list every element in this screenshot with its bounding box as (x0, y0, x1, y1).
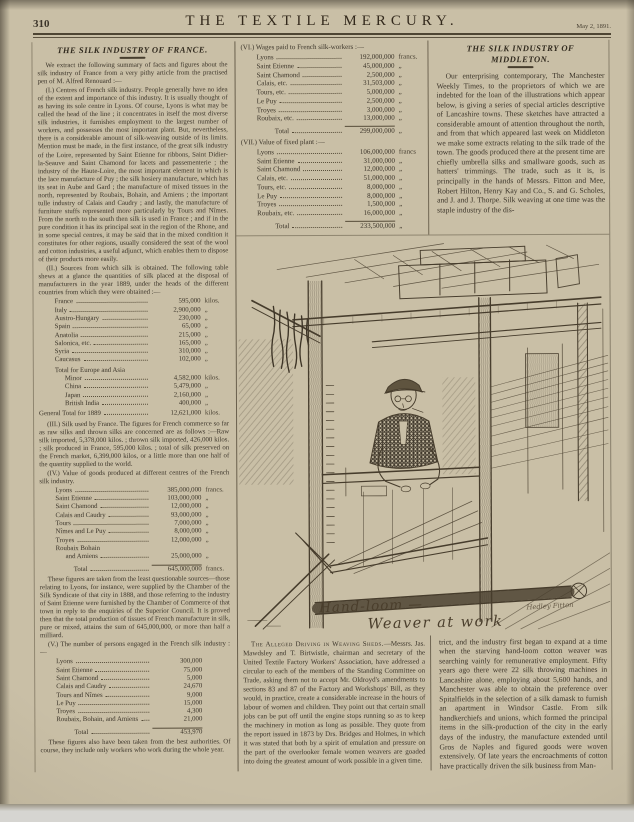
leader-dots (81, 335, 148, 336)
row-label: Saint Etienne (55, 495, 92, 503)
row-unit: „ (398, 156, 403, 165)
leader-dots (95, 499, 149, 500)
row-value: 16,000,000 (363, 208, 396, 217)
row-value: 2,900,000 (173, 306, 201, 314)
row-unit: „ (398, 61, 402, 70)
row-label: British India (64, 399, 100, 408)
row-value: 24,670 (183, 682, 203, 690)
paragraph: We extract the following summary of facts and figures about the silk industry of France from a very pithy article from the practised pen of M. Alfred Renouard :— (37, 61, 228, 86)
row-label: Saint Etienne (256, 156, 295, 165)
leader-dots (106, 695, 150, 696)
table-row (241, 209, 423, 219)
row-unit: „ (398, 78, 402, 87)
row-value: 1,500,000 (367, 199, 396, 209)
row-value: 192,000,000 (359, 52, 395, 61)
paragraph: These figures also have been taken from the best authorities. Of course, they include only workers who work during the whole year. (40, 738, 231, 755)
row-value: 65,000 (181, 322, 201, 330)
paragraph: (IV.) Value of goods produced at different centres of the French silk industry. (39, 469, 230, 486)
caption-line1: Hand-loom — (318, 595, 424, 616)
row-unit: „ (205, 536, 209, 544)
row-value: 21,000 (183, 715, 203, 724)
row-label: Calais and Caudry (55, 511, 106, 519)
leader-dots (96, 670, 150, 671)
row-label: Nîmes and Le Puy (55, 528, 106, 536)
title-divider (119, 57, 145, 59)
leader-dots (291, 179, 342, 180)
leader-dots (84, 387, 148, 388)
row-unit: „ (398, 164, 403, 173)
row-value: 385,000,000 (167, 486, 202, 494)
row-label: Tours and Nîmes (56, 691, 103, 699)
table-total-row: Total 645,000,000 francs. (73, 564, 225, 573)
plant-table (241, 147, 423, 218)
row-value: 310,000 (178, 347, 201, 355)
leader-dots (70, 310, 148, 311)
row-unit: „ (204, 347, 208, 355)
row-value: 15,000 (183, 699, 203, 707)
row-unit: „ (205, 519, 209, 527)
leader-dots (280, 102, 342, 103)
row-value: 13,000,000 (363, 113, 395, 123)
header-rule (33, 33, 611, 38)
table-row (40, 553, 230, 562)
row-value: 230,000 (178, 314, 201, 322)
row-unit: „ (398, 96, 402, 105)
row-unit: „ (204, 339, 208, 347)
row-value: 106,000,000 (359, 147, 395, 156)
row-unit: „ (205, 511, 209, 519)
row-label: Japan (64, 391, 81, 399)
scanner-bed (0, 804, 634, 822)
row-value: 12,000,000 (363, 164, 395, 174)
row-unit: „ (399, 199, 403, 208)
leader-dots (76, 302, 148, 303)
engraving-strokes (238, 242, 610, 629)
row-value: 51,000,000 (363, 173, 396, 182)
leader-dots (77, 540, 148, 541)
row-label: Le Puy (257, 191, 278, 200)
page-number: 310 (33, 18, 50, 30)
paragraph: (III.) Silk used by France. The figures for French commerce so far as raw silks and thrown silks are concerned are as follows :—Raw silk imported, 5,378,000 kilos. ; thrown silk imported, 426,000 kilos. ; silk produced in France, 595,000 kilos. ; total of silk preserved on the French market, 6,399,000 kilos, or a little more than one half of the quantity supplied to the world. (39, 419, 230, 468)
row-unit: „ (204, 391, 208, 399)
row-unit: „ (398, 70, 402, 79)
row-label: Lyons (256, 53, 274, 62)
row-label: Total for Europe and Asia (54, 366, 125, 374)
row-unit: „ (205, 502, 209, 510)
leader-dots (289, 93, 342, 94)
leader-dots (72, 352, 148, 353)
row-value: 400,000 (178, 399, 202, 407)
row-unit: „ (204, 355, 208, 363)
row-label: Le Puy (256, 96, 277, 106)
right-column-bottom (431, 634, 612, 770)
caption-line2: Weaver at work (367, 613, 504, 633)
row-value: 103,000,000 (167, 494, 202, 502)
page-header (33, 8, 611, 30)
values-table (39, 486, 229, 562)
row-label: Roubaix, Bohain, and Amiens (56, 716, 139, 724)
news-item-alleged-driving (243, 639, 426, 766)
handloom-illustration (236, 233, 611, 636)
row-value: 165,000 (178, 339, 201, 347)
row-label: Tours, etc. (257, 182, 287, 192)
row-value: 215,000 (178, 331, 201, 339)
article-title-middleton: THE SILK INDUSTRY OF MIDDLETON. (466, 42, 575, 65)
leader-dots (101, 507, 149, 508)
row-label: Le Puy (56, 699, 76, 707)
row-label: China (64, 383, 82, 391)
row-value: 9,000 (186, 691, 203, 699)
leader-dots (101, 557, 149, 558)
handloom-engraving (236, 234, 611, 636)
leader-dots (303, 75, 342, 76)
leader-dots (280, 196, 342, 197)
table-row (40, 716, 230, 725)
row-unit: „ (204, 314, 208, 322)
row-unit: „ (204, 322, 208, 330)
row-value: 45,000,000 (362, 61, 395, 70)
row-unit: „ (399, 208, 403, 217)
row-unit: „ (399, 182, 403, 191)
row-label: Saint Chamond (256, 165, 301, 174)
row-value: 31,000,000 (363, 156, 395, 165)
artist-signature: Hedley Fitton (526, 600, 574, 611)
row-value: 2,500,000 (366, 70, 395, 79)
row-label: Tours (55, 520, 71, 528)
row-value: 31,503,000 (363, 78, 395, 88)
row-unit: „ (205, 552, 209, 560)
row-unit: kilos. (204, 297, 220, 305)
row-value: 8,000,000 (367, 191, 396, 200)
middle-column-top (235, 41, 429, 235)
row-label: Anatolia (54, 331, 79, 339)
row-label: Lyons (256, 147, 275, 157)
row-value: 25,000,000 (171, 552, 202, 560)
row-unit: kilos. (204, 374, 220, 382)
row-value: 12,000,000 (170, 536, 202, 544)
leader-dots (279, 110, 342, 111)
leader-dots (109, 516, 149, 517)
silk-sources-table (39, 298, 229, 365)
leader-dots (289, 188, 342, 189)
paragraph: (II.) Sources from which silk is obtained. The following table shews at a glance the quantities of silk placed at the disposal of manufacturers in the year 1889, under the heads of the different countries from which they were obtained :— (38, 264, 229, 297)
right-area (235, 40, 612, 772)
row-value: 5,000 (186, 674, 203, 682)
columns (31, 40, 612, 773)
paragraph: (I.) Centres of French silk industry. People generally have no idea of the extent and importance of this industry. It is usually thought of as having its sole centre in Lyons. Of course, Lyons is what may be called the head of the line ; it concentrates in itself the most diverse silk industries, it furnishes employment to the largest number of workers, and possesses the most important plant. But, nevertheless, there is a considerable amount of silk-weaving outside of its limits. Mention must be made, in the first instance, of the great silk industry of the Loire, represented by Saint Etienne for ribbons, Saint Didier-la-Seauve and Saint Chamond for lacets and passementerie ; the industry of the Haute-Loire, the most important element in which is the lace manufacture of Puy ; the silk hosiery manufacture, which has its seat in Aube and Gard ; the manufacture of mixed tissues in the north, represented by Roubaix, Bohain, and Amiens ; the important tulle industry of Calais and Caudry ; and lastly, the manufacture of furniture stuffs represented more particularly by Tours and Nîmes. From the north to the south then silk is used in France ; and if in the pure condition it has its principal seat in the region of the Rhone, and in some special centres, it may be said that in the mixed condition it constitutes for other regions, usually considered the seat of the wool and cotton industries, a useful adjunct, which enables them to dispose of their products more easily. (37, 86, 229, 264)
row-label: Calais, etc. (256, 79, 288, 88)
row-value: 8,000,000 (367, 182, 396, 191)
paragraph: (V.) The number of persons engaged in the French silk industry :— (40, 640, 231, 657)
wages-total (241, 126, 423, 137)
leader-dots (277, 58, 342, 59)
row-label: Troyes (55, 536, 75, 544)
leader-dots (291, 84, 342, 85)
row-label: Syria (54, 348, 70, 356)
middle-column-bottom (238, 635, 432, 771)
leader-dots (73, 327, 148, 328)
leader-dots (297, 119, 342, 120)
row-value: 2,500,000 (366, 96, 395, 105)
row-value: 102,000 (178, 355, 201, 364)
row-label: Roubaix Bohain (55, 544, 101, 553)
leader-dots (94, 344, 148, 345)
row-label: Lyons (55, 486, 73, 495)
row-label: Troyes (256, 105, 276, 114)
leader-dots (109, 532, 149, 533)
row-label: Austro-Hungary (54, 314, 100, 323)
leader-dots (102, 319, 147, 320)
leader-dots (79, 704, 150, 705)
row-label: Caucasus (54, 356, 81, 364)
news-item-body: —Messrs. Jas. Mawdsley and T. Birtwistle, chairman and secretary of the United Textile Factory Workers' Association, have addressed a circular to each of the members of the Standing Committee on Trade, asking them not to accept Mr. Oldroyd's amendments to sections 83 and 87 of the Factory and Workshops' Bill, as they would, in practice, create a considerable increase in the hours of labour of women and children. They point out that certain small jobs can be put off until the engine stops running so as to keep the machinery in motion as long as possible. They quote from the report issued in 1873 by Drs. Bridges and Holmes, in which it was stated that both by a spirit of emulation and pressure on the part of the overlooker female women weavers are goaded into doing the greatest amount of work possible in a given time. (243, 639, 426, 766)
table-row: General Total for 1889 12,621,000 kilos. (39, 409, 220, 418)
plant-total (241, 220, 423, 231)
leader-dots (279, 205, 342, 206)
leader-dots (109, 687, 149, 688)
row-unit: francs (398, 147, 417, 156)
row-value: 2,160,000 (173, 391, 201, 399)
row-unit: „ (399, 191, 403, 200)
row-label: Saint Etienne (256, 61, 295, 71)
row-label: Roubaix, etc. (256, 114, 294, 123)
leader-dots (297, 67, 341, 68)
row-label: Troyes (56, 708, 75, 716)
row-value: 12,000,000 (170, 503, 202, 511)
leader-dots (85, 379, 148, 380)
row-unit: „ (398, 105, 402, 114)
row-unit: „ (204, 306, 208, 314)
row-label: Italy (54, 306, 68, 314)
table-row (241, 114, 423, 124)
general-total-table (39, 410, 229, 419)
row-unit: „ (205, 527, 209, 535)
row-label: Lyons (56, 658, 73, 666)
date-label: May 2, 1891. (576, 23, 611, 30)
paragraph: Our enterprising contemporary, The Manchester Weekly Times, to the proprietors of which we are indebted for the loan of the illustrations which appear below, is giving a series of special articles descriptive of Lancashire towns. These sketches have attracted a considerable amount of attention throughout the north, and from that which appeared last week on Middleton we make some extracts relating to the silk trade of the town. The goods produced there at the present time are chiefly umbrella silks and smallware goods, such as hatters' trimmings. The trade, such as it is, is principally in the hands of Messrs. Fitton and Mee, Robert Hilton, Henry Kay and Co., S. and G. Scholes, and J. and J. Thorpe. Silk weaving at one time was the staple industry of the dis- (436, 70, 606, 215)
leader-dots (75, 491, 148, 492)
leader-dots (303, 170, 342, 171)
bottom-row (238, 634, 612, 771)
table-row (39, 356, 229, 365)
plant-table-header: (VII.) Value of fixed plant :— (240, 137, 325, 147)
leader-dots (102, 404, 148, 405)
row-value: 7,000,000 (174, 519, 202, 527)
row-label: Saint Etienne (56, 666, 93, 674)
leader-dots (141, 720, 149, 721)
table-row (39, 399, 229, 408)
row-value: 300,000 (180, 657, 203, 665)
row-label: Tours, etc. (256, 88, 286, 97)
row-value: 595,000 (178, 297, 201, 305)
table-total-row: Total 233,500,000 „ (275, 221, 403, 230)
leader-dots (101, 679, 149, 680)
row-label: Saint Chamond (56, 674, 99, 683)
table-total-row: Total 299,000,000 „ (274, 126, 402, 136)
persons-table (40, 658, 230, 725)
article-title-france: THE SILK INDUSTRY OF FRANCE. (57, 44, 208, 56)
values-total (40, 564, 230, 574)
paragraph: These figures are taken from the least questionable sources—those relating to Lyons, for instance, were supplied by the Chamber of the Silk Syndicate of that city in 1888, and those referring to the industry of Saint Etienne were furnished by the Chamber of Commerce of that town in reply to the enquiries of the Superior Council. It is proved then that the total production of tissues of French manufacture in silk, pure or mixed, attains the sum of 645,000,000, or more than half a milliard. (39, 575, 230, 640)
left-column (31, 41, 238, 772)
row-label: Saint Chamond (55, 503, 98, 511)
persons-total (40, 727, 230, 737)
row-label: Calais, etc. (256, 174, 288, 183)
leader-dots (297, 161, 341, 162)
leader-dots (83, 360, 147, 361)
row-label: Salonica, etc. (54, 339, 92, 348)
wages-table (240, 53, 422, 124)
row-unit: francs. (398, 52, 418, 61)
row-unit: „ (204, 331, 208, 339)
row-unit: „ (205, 494, 209, 502)
news-item-lead: The Alleged Driving in Weaving Sheds. (251, 639, 384, 648)
row-unit: „ (398, 173, 403, 182)
row-label: Calais and Caudry (56, 683, 107, 691)
row-value: 4,582,000 (173, 374, 201, 382)
leader-dots (297, 214, 342, 215)
masthead-title: THE TEXTILE MERCURY. (185, 13, 459, 29)
row-label: Troyes (257, 200, 277, 209)
row-unit: „ (398, 87, 402, 96)
row-unit: „ (204, 399, 209, 407)
paragraph: trict, and the industry first began to expand at a time when the starving hand-loom cotton weaver was searching vainly for remunerative employment. Fifty years ago there were 22 silk throwing machines in Lancashire alone, employing about 5,600 hands, and Manchester was able to obtain the preference over Spitalfields in the selection of a silk damask to furnish an apartment in Windsor Castle. From silk handkerchiefs and unions, which formed the principal items in the silk-production of the city in the early days of the industry, the manufacture extended until Gros de Naples and figured goods were woven extensively. Of late years the encroachments of cotton have practically driven the silk business from Man- (439, 636, 608, 771)
leader-dots (78, 712, 149, 713)
row-value: 5,479,000 (173, 382, 201, 390)
row-unit: „ (398, 113, 402, 122)
row-value: 4,300 (187, 707, 203, 715)
leader-dots (83, 395, 148, 396)
row-value: 8,000,000 (174, 527, 202, 536)
title-divider (508, 66, 534, 68)
asia-totals-table (39, 366, 229, 408)
row-value: 93,000,000 (170, 511, 202, 519)
row-value: 75,000 (183, 666, 203, 674)
row-unit: „ (204, 382, 208, 390)
top-row (235, 40, 609, 235)
row-label: and Amiens (65, 553, 98, 561)
row-value: 3,000,000 (366, 105, 395, 114)
right-column-top (428, 40, 609, 234)
row-unit: francs. (205, 486, 224, 494)
leader-dots (76, 662, 149, 663)
row-label: Minor (64, 375, 82, 383)
row-label: France (54, 298, 74, 306)
row-value: 5,000,000 (366, 87, 395, 96)
leader-dots (74, 524, 149, 525)
row-label: Spain (54, 323, 71, 331)
wages-table-header: (VI.) Wages paid to French silk-workers :— (240, 42, 364, 52)
row-label: Roubaix, etc. (257, 209, 295, 218)
table-total-row: Total 453,970 (74, 728, 203, 736)
leader-dots (277, 153, 342, 154)
row-label: Saint Chamond (256, 70, 300, 79)
